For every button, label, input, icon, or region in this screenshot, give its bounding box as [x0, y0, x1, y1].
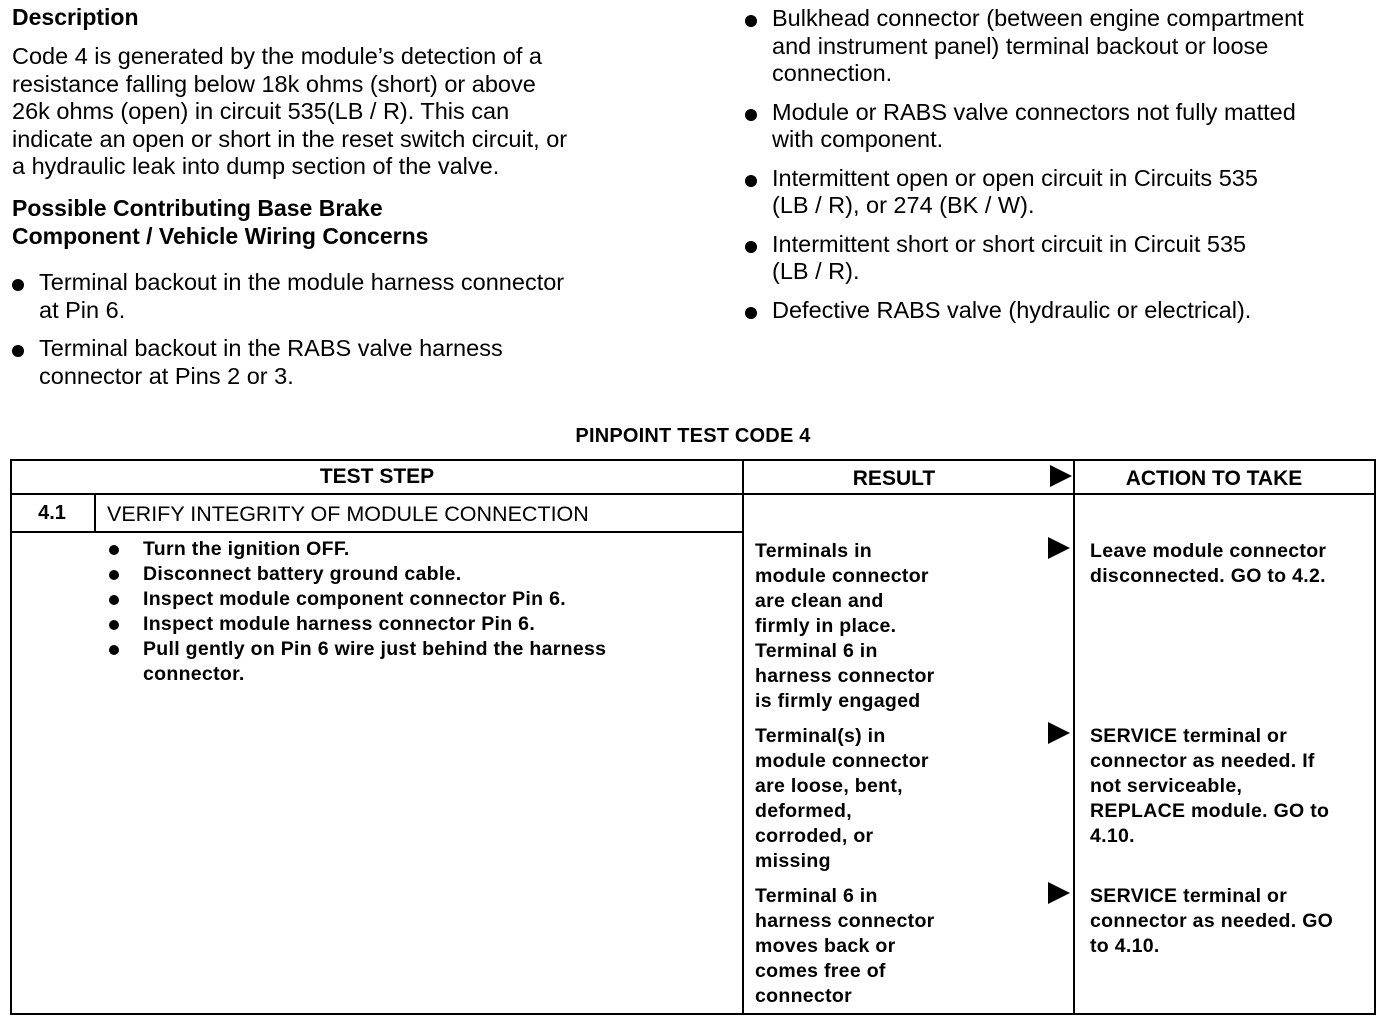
list-item-line: Module or RABS valve connectors not fully matted — [772, 98, 1296, 125]
list-item-line: with component. — [772, 126, 944, 152]
action-line: REPLACE module. GO to — [1090, 800, 1330, 822]
step-title: VERIFY INTEGRITY OF MODULE CONNECTION — [107, 502, 589, 526]
result-line: module connector — [755, 565, 929, 587]
action-line: SERVICE terminal or — [1090, 725, 1288, 747]
action-text: to — [1090, 935, 1115, 957]
list-item-line: Intermittent short or short circuit in Circuit 535 — [772, 230, 1247, 257]
list-item — [10, 269, 650, 324]
pinpoint-title: PINPOINT TEST CODE 4 — [575, 425, 811, 447]
action-reference: 4.10 — [1090, 825, 1130, 847]
action-text: disconnected. GO to — [1090, 565, 1287, 587]
description-section — [12, 3, 652, 181]
concerns-heading-line: Component / Vehicle Wiring Concerns — [12, 223, 429, 249]
action-punct: . — [1320, 565, 1326, 587]
action-3 — [1090, 884, 1374, 959]
step-item: Disconnect battery ground cable. — [106, 562, 726, 587]
step-instructions — [106, 537, 726, 687]
result-line: firmly in place. — [755, 615, 897, 637]
result-line: Terminal 6 in — [755, 885, 878, 907]
result-line: moves back or — [755, 935, 896, 957]
concerns-right-list — [743, 5, 1383, 324]
list-item — [743, 165, 1383, 220]
action-reference: 4.2 — [1292, 565, 1321, 587]
header-test-step: TEST STEP — [319, 465, 435, 488]
description-line: Code 4 is generated by the module’s detection of a — [12, 43, 542, 69]
column-divider — [742, 459, 744, 1015]
step-number: 4.1 — [38, 502, 66, 524]
step-number-divider — [94, 493, 96, 533]
step-item-line: connector. — [143, 663, 245, 685]
result-line: is firmly engaged — [755, 690, 921, 712]
step-title-rule — [10, 531, 744, 533]
result-3 — [755, 884, 1045, 1009]
result-line: deformed, — [755, 800, 852, 822]
action-line — [1090, 934, 1374, 959]
list-item — [743, 297, 1383, 325]
action-punct: . — [1129, 825, 1135, 847]
list-item — [743, 231, 1383, 286]
header-arrow-icon — [1050, 465, 1072, 487]
result-line: harness connector — [755, 910, 935, 932]
list-item-line: Terminal backout in the module harness connector — [39, 269, 565, 295]
action-line — [1090, 564, 1374, 589]
result-2 — [755, 724, 1045, 874]
action-line — [1090, 824, 1374, 849]
list-item — [743, 99, 1383, 154]
concerns-left-list — [10, 269, 650, 390]
list-item-line: (LB / R), or 274 (BK / W). — [772, 192, 1035, 218]
list-item — [743, 5, 1383, 88]
result-line: connector — [755, 985, 852, 1007]
step-item: Inspect module component connector Pin 6. — [106, 587, 726, 612]
step-item-line: Pull gently on Pin 6 wire just behind the harness — [143, 638, 607, 660]
result-line: harness connector — [755, 665, 935, 687]
result-line: corroded, or — [755, 825, 874, 847]
result-line: comes free of — [755, 960, 886, 982]
description-line: indicate an open or short in the reset switch circuit, or — [12, 125, 568, 152]
result-1 — [755, 539, 1045, 714]
action-1 — [1090, 539, 1374, 589]
result-line: are loose, bent, — [755, 775, 903, 797]
step-item — [106, 637, 726, 687]
action-line: connector as needed. If — [1090, 750, 1315, 772]
action-line: connector as needed. GO — [1090, 910, 1334, 932]
result-line: Terminal 6 in — [755, 640, 878, 662]
action-2 — [1090, 724, 1374, 849]
list-item-line: and instrument panel) terminal backout or loose — [772, 32, 1269, 59]
step-item: Turn the ignition OFF. — [106, 537, 726, 562]
list-item-line: at Pin 6. — [39, 296, 126, 323]
concerns-heading — [12, 194, 652, 250]
list-item-line: Bulkhead connector (between engine compartment — [772, 5, 1304, 31]
description-line: 26k ohms (open) in circuit 535(LB / R). This can — [12, 98, 510, 124]
column-divider — [1073, 459, 1075, 1015]
action-reference: 4.10 — [1114, 935, 1154, 957]
result-line: Terminals in — [755, 540, 873, 562]
header-rule — [10, 493, 1376, 495]
description-line: a hydraulic leak into dump section of the valve. — [12, 153, 500, 179]
list-item-line: Intermittent open or open circuit in Circuits 535 — [772, 164, 1258, 191]
description-line: resistance falling below 18k ohms (short) or above — [12, 70, 536, 97]
action-line: Leave module connector — [1090, 540, 1327, 562]
result-line: missing — [755, 850, 831, 872]
action-line: not serviceable, — [1090, 775, 1243, 797]
header-result: RESULT — [852, 467, 936, 490]
list-item-line: (LB / R). — [772, 258, 860, 284]
result-line: module connector — [755, 750, 929, 772]
list-item-line: connection. — [772, 60, 893, 86]
list-item-line: Terminal backout in the RABS valve harness — [39, 335, 503, 361]
description-heading: Description — [12, 4, 139, 30]
list-item — [10, 335, 650, 390]
concerns-heading-line: Possible Contributing Base Brake — [12, 195, 383, 221]
list-item-line: connector at Pins 2 or 3. — [39, 362, 294, 389]
list-item-line: Defective RABS valve (hydraulic or electrical). — [772, 296, 1252, 323]
header-action: ACTION TO TAKE — [1125, 467, 1303, 490]
result-line: Terminal(s) in — [755, 725, 886, 747]
result-arrow-icon — [1048, 537, 1070, 559]
result-arrow-icon — [1048, 722, 1070, 744]
step-item: Inspect module harness connector Pin 6. — [106, 612, 726, 637]
result-arrow-icon — [1048, 882, 1070, 904]
action-line: SERVICE terminal or — [1090, 885, 1288, 907]
action-punct: . — [1153, 935, 1160, 957]
result-line: are clean and — [755, 590, 884, 612]
